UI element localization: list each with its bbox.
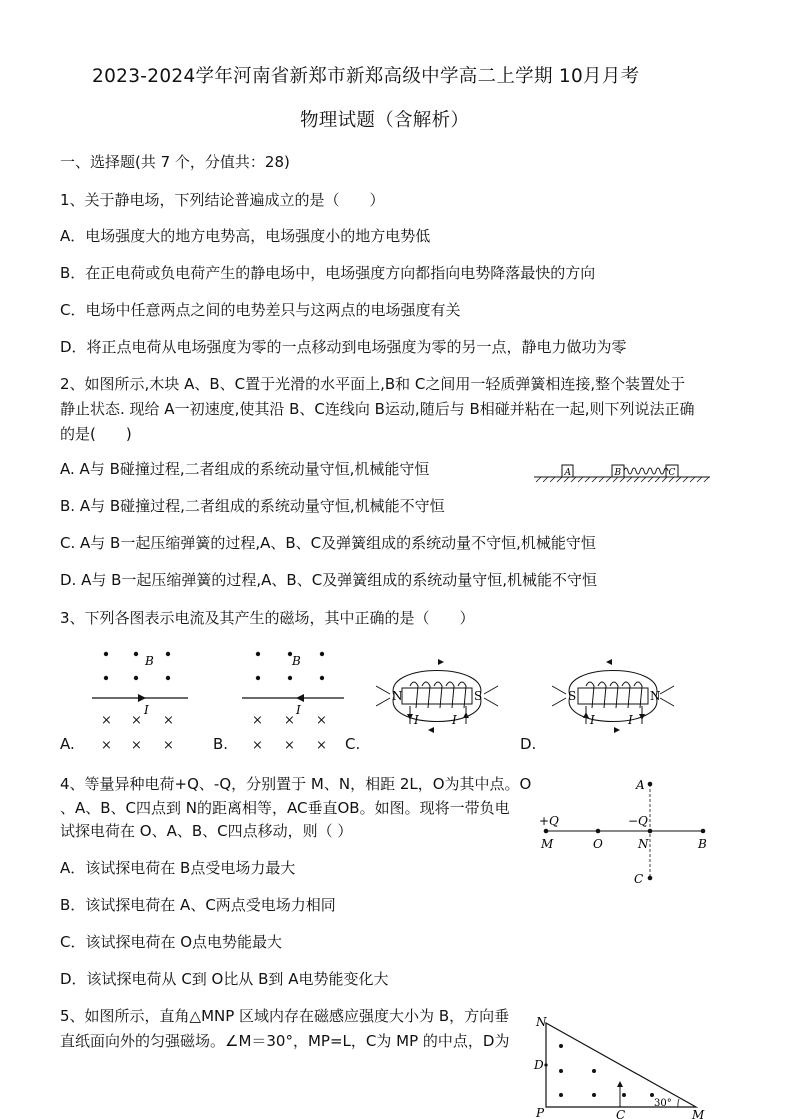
q3-letter-d: D. [520, 735, 537, 753]
q5-p-label: P [536, 1106, 545, 1119]
svg-text:×: × [163, 713, 174, 728]
q4-stem-line3: 试探电荷在 O、A、B、C四点移动，则（ ） [60, 822, 353, 840]
q5-d-label: D [534, 1058, 544, 1072]
svg-text:×: × [252, 713, 263, 728]
q3c-north-label: N [392, 689, 403, 703]
q3c-current-right: I [452, 713, 457, 727]
q4-option-d: D．该试探电荷从 C到 O比从 B到 A电势能变化大 [60, 970, 389, 988]
q3d-south-label: S [568, 689, 577, 703]
q4-m-label: M [541, 837, 554, 851]
q4-stem-line1: 4、等量异种电荷+Q、-Q，分别置于 M、N，相距 2L，O为其中点。O [60, 775, 532, 793]
q3d-current-right: I [628, 713, 633, 727]
q4-option-b: B．该试探电荷在 A、C两点受电场力相同 [60, 896, 336, 914]
doc-title-line1: 2023-2024学年河南省新郑市新郑高级中学高二上学期 10月月考 [92, 66, 640, 87]
q3-letter-a: A. [60, 735, 75, 753]
q2-option-d: D. A与 B一起压缩弹簧的过程,A、B、C及弹簧组成的系统动量守恒,机械能不守恒 [60, 571, 597, 589]
block-b-label: B [614, 468, 622, 478]
q3a-field-label: B [145, 654, 154, 668]
q1-option-a: A．电场强度大的地方电势高，电场强度小的地方电势低 [60, 227, 431, 245]
q4-plus-q-label: +Q [539, 814, 559, 828]
q1-stem: 1、关于静电场，下列结论普遍成立的是（ ） [60, 191, 385, 209]
svg-text:×: × [316, 738, 327, 753]
q3c-current-left: I [414, 713, 419, 727]
q3-letter-c: C. [345, 735, 361, 753]
q3-figure-c [372, 642, 502, 752]
svg-text:×: × [101, 738, 112, 753]
q2-stem-line1: 2、如图所示,木块 A、B、C置于光滑的水平面上,B和 C之间用一轻质弹簧相连接,整个装置处于 [60, 375, 686, 393]
q2-option-a: A. A与 B碰撞过程,二者组成的系统动量守恒,机械能守恒 [60, 460, 430, 478]
svg-text:×: × [316, 713, 327, 728]
q3d-north-label: N [650, 689, 661, 703]
q5-m-label: M [692, 1108, 705, 1119]
doc-title-line2: 物理试题（含解析） [300, 110, 470, 131]
q1-option-d: D．将正点电荷从电场强度为零的一点移动到电场强度为零的另一点，静电力做功为零 [60, 338, 627, 356]
q3c-south-label: S [474, 689, 483, 703]
q4-stem-line2: 、A、B、C四点到 N的距离相等，AC垂直OB。如图。现将一带负电 [60, 799, 510, 817]
q5-stem-line2: 直纸面向外的匀强磁场。∠M＝30°，MP=L，C为 MP 的中点，D为 [60, 1032, 510, 1050]
block-c-label: C [668, 468, 676, 478]
q4-b-label: B [698, 837, 707, 851]
q1-option-c: C．电场中任意两点之间的电势差只与这两点的电场强度有关 [60, 301, 461, 319]
q3a-current-label: I [144, 703, 149, 717]
spring [624, 468, 668, 474]
q4-a-label: A [636, 778, 645, 792]
svg-text:×: × [101, 713, 112, 728]
q4-minus-q-label: −Q [628, 814, 648, 828]
section-header: 一、选择题(共 7 个，分值共：28) [60, 153, 290, 171]
svg-text:×: × [163, 738, 174, 753]
svg-text:×: × [284, 738, 295, 753]
q3-figure-d [548, 642, 678, 752]
block-a-label: A [564, 468, 571, 478]
q4-o-label: O [593, 837, 603, 851]
svg-text:×: × [284, 713, 295, 728]
q4-charges-figure [536, 776, 716, 890]
q3d-current-left: I [590, 713, 595, 727]
q3-letter-b: B. [213, 735, 229, 753]
q3b-field-label: B [292, 654, 301, 668]
q2-option-b: B. A与 B碰撞过程,二者组成的系统动量守恒,机械能不守恒 [60, 497, 445, 515]
q3-figure-b [238, 646, 348, 756]
q4-c-label: C [634, 872, 644, 886]
q5-stem-line1: 5、如图所示，直角△MNP 区域内存在磁感应强度大小为 B，方向垂 [60, 1007, 510, 1025]
q3-figure-a [88, 646, 198, 756]
q5-angle-label: 30° [654, 1098, 672, 1109]
q5-c-label: C [616, 1108, 626, 1119]
q3b-current-label: I [296, 703, 301, 717]
q2-stem-line3: 的是( ) [60, 425, 132, 443]
q2-blocks-figure [534, 456, 714, 486]
q2-option-c: C. A与 B一起压缩弹簧的过程,A、B、C及弹簧组成的系统动量不守恒,机械能守恒 [60, 534, 596, 552]
q4-option-a: A．该试探电荷在 B点受电场力最大 [60, 859, 296, 877]
q1-option-b: B．在正电荷或负电荷产生的静电场中，电场强度方向都指向电势降落最快的方向 [60, 264, 596, 282]
q4-n-label: N [638, 837, 649, 851]
q5-triangle-figure [532, 1013, 712, 1119]
svg-text:×: × [252, 738, 263, 753]
q2-stem-line2: 静止状态. 现给 A一初速度,使其沿 B、C连线向 B运动,随后与 B相碰并粘在一起,则下列说法正确 [60, 400, 695, 418]
svg-text:×: × [131, 713, 142, 728]
q3-stem: 3、下列各图表示电流及其产生的磁场，其中正确的是（ ） [60, 609, 475, 627]
q4-option-c: C．该试探电荷在 O点电势能最大 [60, 933, 283, 951]
q5-n-label: N [536, 1015, 547, 1029]
svg-text:×: × [131, 738, 142, 753]
